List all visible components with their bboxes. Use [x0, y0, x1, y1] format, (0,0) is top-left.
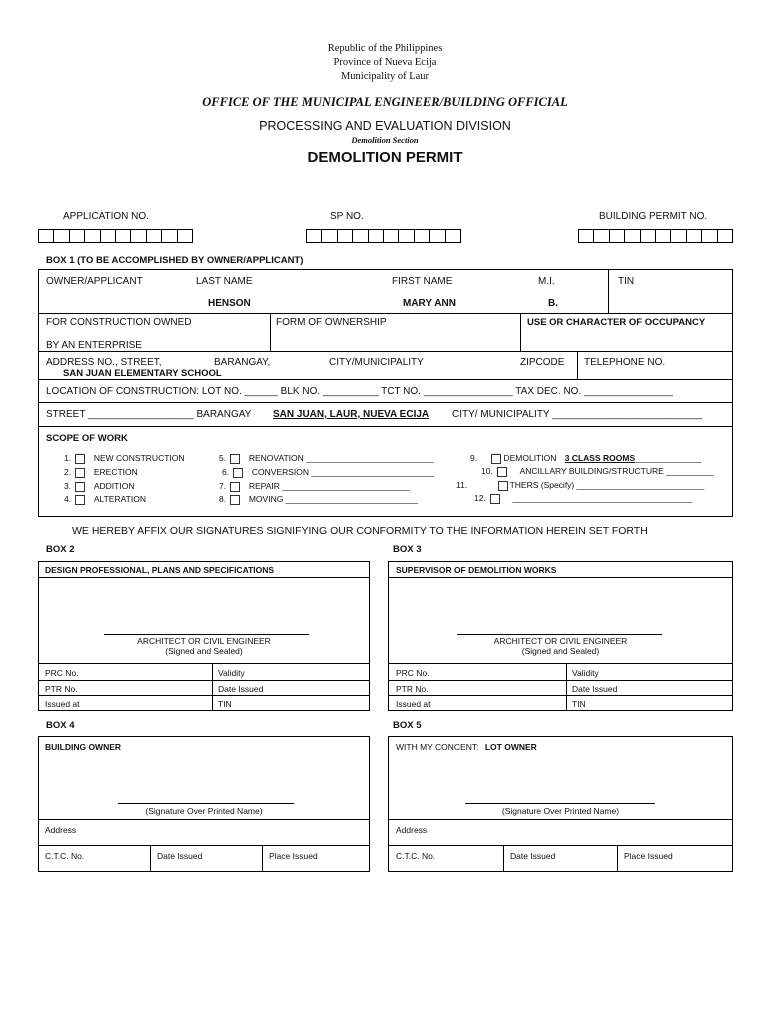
box5-label: BOX 5 [393, 720, 422, 731]
box2-issued-at-label[interactable]: Issued at [45, 699, 80, 709]
column-divider [212, 663, 213, 711]
box3-tin-label[interactable]: TIN [572, 699, 586, 709]
scope-item-ancillary[interactable] [481, 466, 713, 477]
box1-heading: BOX 1 (TO BE ACCOMPLISHED BY OWNER/APPLICANT) [46, 255, 304, 266]
signature-line[interactable] [457, 634, 662, 635]
scope-num: 9. [470, 453, 478, 463]
box4-label: BOX 4 [46, 720, 75, 731]
scope-item-twelve[interactable] [474, 493, 692, 504]
row-divider [38, 695, 370, 696]
box5-signature-caption: (Signature Over Printed Name) [501, 806, 620, 816]
checkbox[interactable] [75, 454, 85, 464]
box5-ctc-label[interactable]: C.T.C. No. [396, 851, 436, 861]
box4-place-issued-label[interactable]: Place Issued [269, 851, 318, 861]
checkbox[interactable] [497, 467, 507, 477]
box4-ctc-label[interactable]: C.T.C. No. [45, 851, 85, 861]
checkbox[interactable] [75, 495, 85, 505]
scope-label: ______________________________________ [512, 493, 693, 503]
scope-item-conversion[interactable] [222, 467, 434, 478]
column-divider [503, 845, 504, 872]
scope-item-alteration[interactable] [64, 494, 146, 505]
box4-title: BUILDING OWNER [45, 742, 122, 752]
scope-item-renovation[interactable] [219, 453, 434, 464]
zipcode-label: ZIPCODE [520, 357, 565, 368]
row-divider [38, 680, 370, 681]
telephone-label: TELEPHONE NO. [584, 357, 666, 368]
scope-num: 8. [219, 494, 227, 504]
address-label: ADDRESS NO., STREET, [46, 357, 162, 368]
signature-line[interactable] [118, 803, 294, 804]
box5-lot-owner: LOT OWNER [484, 742, 537, 752]
first-name-value[interactable]: MARY ANN [403, 298, 456, 309]
checkbox[interactable] [75, 482, 85, 492]
telephone-divider [577, 351, 578, 379]
box5-date-issued-label[interactable]: Date Issued [510, 851, 556, 861]
scope-num: 6. [222, 467, 230, 477]
scope-item-new-construction[interactable] [64, 453, 185, 464]
scope-label: THERS (Specify) ___________________________ [509, 480, 705, 490]
box4-date-issued-label[interactable]: Date Issued [157, 851, 203, 861]
last-name-label: LAST NAME [196, 276, 253, 287]
row-divider [38, 577, 370, 578]
page-title: DEMOLITION PERMIT [307, 149, 463, 166]
box5-frame [388, 736, 733, 872]
mi-label: M.I. [538, 276, 555, 287]
box3-prc-label[interactable]: PRC No. [396, 668, 430, 678]
header-municipality: Municipality of Laur [340, 71, 430, 82]
scope-label: ADDITION [93, 481, 135, 491]
checkbox[interactable] [230, 454, 240, 464]
box2-ptr-label[interactable]: PTR No. [45, 684, 78, 694]
scope-item-erection[interactable] [64, 467, 138, 478]
box2-signed-sealed: (Signed and Sealed) [165, 646, 243, 656]
scope-label: ANCILLARY BUILDING/STRUCTURE __________ [519, 466, 714, 476]
scope-num: 4. [64, 494, 72, 504]
box2-validity-label[interactable]: Validity [218, 668, 245, 678]
checkbox[interactable] [498, 481, 508, 491]
scope-num: 3. [64, 481, 72, 491]
scope-item-addition[interactable] [64, 481, 134, 492]
box4-frame [38, 736, 370, 872]
scope-num: 5. [219, 453, 227, 463]
scope-num: 12. [474, 493, 486, 503]
box3-ptr-label[interactable]: PTR No. [396, 684, 429, 694]
column-divider [566, 663, 567, 711]
division-title: PROCESSING AND EVALUATION DIVISION [259, 119, 511, 133]
row-divider [38, 663, 370, 664]
scope-num: 1. [64, 453, 72, 463]
address-value[interactable]: SAN JUAN ELEMENTARY SCHOOL [63, 368, 222, 379]
row-divider [388, 663, 733, 664]
box4-signature-caption: (Signature Over Printed Name) [145, 806, 263, 816]
box3-title: SUPERVISOR OF DEMOLITION WORKS [396, 565, 557, 575]
row-divider [388, 845, 733, 846]
row-divider [38, 351, 733, 352]
box3-date-issued-label[interactable]: Date Issued [572, 684, 618, 694]
scope-label: NEW CONSTRUCTION [93, 453, 185, 463]
scope-num: 11. [456, 480, 468, 490]
checkbox[interactable] [233, 468, 243, 478]
affix-statement: WE HEREBY AFFIX OUR SIGNATURES SIGNIFYING OUR CONFORMITY TO THE INFORMATION HEREIN SET FORTH [72, 525, 648, 537]
row-divider [388, 680, 733, 681]
section-title: Demolition Section [351, 135, 419, 145]
column-divider [262, 845, 263, 872]
barangay-label: BARANGAY, [214, 357, 271, 368]
mi-value[interactable]: B. [548, 298, 558, 309]
scope-num: 10. [481, 466, 493, 476]
header-block [0, 42, 770, 84]
row-divider [388, 819, 733, 820]
box2-title: DESIGN PROFESSIONAL, PLANS AND SPECIFICATIONS [45, 565, 275, 575]
owner-applicant-label: OWNER/APPLICANT [46, 276, 143, 287]
box3-signed-sealed: (Signed and Sealed) [521, 646, 600, 656]
scope-label: MOVING ____________________________ [248, 494, 419, 504]
building-permit-no-label: BUILDING PERMIT NO. [599, 211, 708, 222]
sp-no-field[interactable] [306, 229, 461, 243]
box5-place-issued-label[interactable]: Place Issued [624, 851, 673, 861]
row-divider [388, 695, 733, 696]
by-enterprise-label: BY AN ENTERPRISE [46, 340, 142, 351]
city-label: CITY/MUNICIPALITY [329, 357, 424, 368]
box2-label: BOX 2 [46, 544, 75, 555]
sp-no-label: SP NO. [330, 211, 364, 222]
city-municipality-field[interactable]: CITY/ MUNICIPALITY ___________________________ [452, 409, 703, 420]
signature-line[interactable] [465, 803, 655, 804]
row-divider [388, 577, 733, 578]
box2-date-issued-label[interactable]: Date Issued [218, 684, 264, 694]
scope-label: ERECTION [93, 467, 138, 477]
checkbox[interactable] [75, 468, 85, 478]
scope-item-others[interactable] [456, 480, 704, 491]
box3-label: BOX 3 [393, 544, 422, 555]
first-name-label: FIRST NAME [392, 276, 453, 287]
header-republic: Republic of the Philippines [327, 43, 443, 54]
construction-owned-label: FOR CONSTRUCTION OWNED [46, 317, 192, 328]
row-divider [38, 402, 733, 403]
row-divider [38, 379, 733, 380]
street-label[interactable]: STREET ___________________ BARANGAY [46, 409, 252, 420]
tin-divider [608, 269, 609, 313]
barangay-value[interactable]: SAN JUAN, LAUR, NUEVA ECIJA [273, 409, 430, 420]
box3-signatory: ARCHITECT OR CIVIL ENGINEER [493, 636, 628, 646]
box2-prc-label[interactable]: PRC No. [45, 668, 79, 678]
row-divider [38, 845, 370, 846]
ownership-divider [270, 313, 271, 351]
demolition-tail: ______________ [635, 453, 702, 463]
row-divider [38, 426, 733, 427]
box3-issued-at-label[interactable]: Issued at [396, 699, 431, 709]
scope-label: CONVERSION __________________________ [251, 467, 435, 477]
column-divider [617, 845, 618, 872]
checkbox[interactable] [491, 454, 501, 464]
checkbox[interactable] [230, 482, 240, 492]
checkbox[interactable] [230, 495, 240, 505]
tin-label: TIN [618, 276, 635, 287]
row-divider [38, 819, 370, 820]
row-divider [38, 313, 733, 314]
checkbox[interactable] [490, 494, 500, 504]
last-name-value[interactable]: HENSON [208, 298, 251, 309]
scope-of-work-heading: SCOPE OF WORK [46, 433, 128, 444]
demolition-value[interactable]: 3 CLASS ROOMS [564, 453, 636, 463]
scope-item-moving[interactable] [219, 494, 418, 505]
building-permit-no-field[interactable] [578, 229, 733, 243]
column-divider [150, 845, 151, 872]
box5-title [396, 742, 537, 752]
scope-num: 7. [219, 481, 227, 491]
scope-item-demolition[interactable] [470, 453, 701, 464]
box3-validity-label[interactable]: Validity [572, 668, 599, 678]
occupancy-divider [520, 313, 521, 351]
scope-label: DEMOLITION [503, 453, 557, 463]
scope-label: ALTERATION [93, 494, 146, 504]
box4-address-label[interactable]: Address [45, 825, 77, 835]
office-title: OFFICE OF THE MUNICIPAL ENGINEER/BUILDING OFFICIAL [202, 95, 568, 109]
header-province: Province of Nueva Ecija [333, 57, 437, 68]
form-of-ownership-label: FORM OF OWNERSHIP [276, 317, 387, 328]
location-of-construction[interactable]: LOCATION OF CONSTRUCTION: LOT NO. ______ BLK NO. __________ TCT NO. ________________ TAX DEC. NO. ________________ [46, 386, 673, 397]
scope-num: 2. [64, 467, 72, 477]
box2-signatory: ARCHITECT OR CIVIL ENGINEER [137, 636, 271, 646]
application-no-label: APPLICATION NO. [63, 211, 149, 222]
scope-label: REPAIR ___________________________ [248, 481, 410, 491]
box5-address-label[interactable]: Address [396, 825, 428, 835]
use-character-label: USE OR CHARACTER OF OCCUPANCY [527, 317, 706, 328]
box2-tin-label[interactable]: TIN [218, 699, 232, 709]
box5-consent-prefix: WITH MY CONCENT: [396, 742, 479, 752]
application-no-field[interactable] [38, 229, 193, 243]
signature-line[interactable] [104, 634, 309, 635]
scope-item-repair[interactable] [219, 481, 410, 492]
scope-label: RENOVATION ___________________________ [248, 453, 434, 463]
